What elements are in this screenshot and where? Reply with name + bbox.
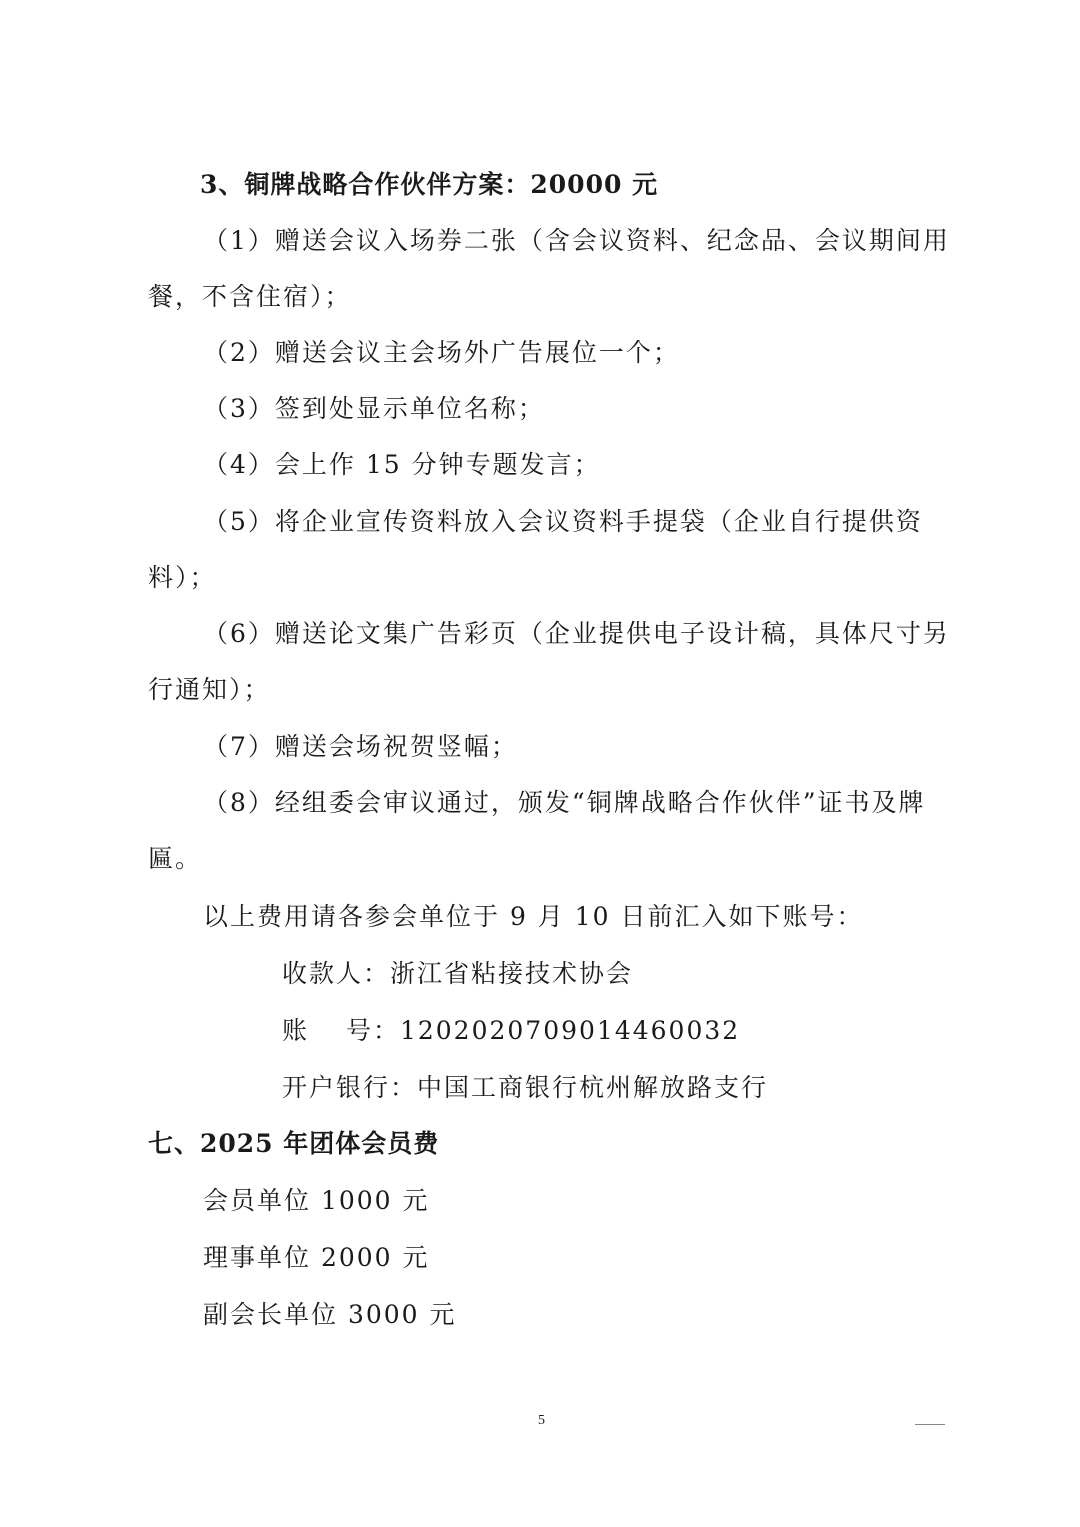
section3-item-6: （6）赠送论文集广告彩页（企业提供电子设计稿，具体尺寸另 [203, 619, 950, 648]
section3-item-5: （5）将企业宣传资料放入会议资料手提袋（企业自行提供资 [203, 507, 923, 536]
fee-director: 理事单位 2000 元 [203, 1243, 430, 1272]
payment-payee: 收款人：浙江省粘接技术协会 [282, 959, 634, 988]
footer-dash [915, 1424, 945, 1425]
section3-item-3: （3）签到处显示单位名称； [203, 394, 545, 423]
payment-intro: 以上费用请各参会单位于 9 月 10 日前汇入如下账号： [203, 902, 864, 931]
section3-item-8-cont: 匾。 [148, 844, 203, 873]
section3-item-6-cont: 行通知）； [148, 675, 271, 704]
fee-member: 会员单位 1000 元 [203, 1186, 430, 1215]
payment-account: 账 号：1202020709014460032 [282, 1016, 741, 1045]
section3-item-8: （8）经组委会审议通过，颁发“铜牌战略合作伙伴”证书及牌 [203, 788, 926, 817]
page-number: 5 [538, 1413, 545, 1428]
section3-item-1: （1）赠送会议入场券二张（含会议资料、纪念品、会议期间用 [203, 226, 950, 255]
payment-bank: 开户银行：中国工商银行杭州解放路支行 [282, 1073, 769, 1102]
section3-item-2: （2）赠送会议主会场外广告展位一个； [203, 338, 680, 367]
section3-item-7: （7）赠送会场祝贺竖幅； [203, 732, 518, 761]
section3-item-1-cont: 餐，不含住宿）； [148, 282, 352, 311]
section7-title: 七、2025 年团体会员费 [148, 1129, 440, 1158]
section3-item-4: （4）会上作 15 分钟专题发言； [203, 450, 601, 479]
fee-vice-president: 副会长单位 3000 元 [203, 1300, 457, 1329]
section3-title: 3、铜牌战略合作伙伴方案：20000 元 [200, 170, 659, 199]
section3-item-5-cont: 料）； [148, 563, 217, 592]
